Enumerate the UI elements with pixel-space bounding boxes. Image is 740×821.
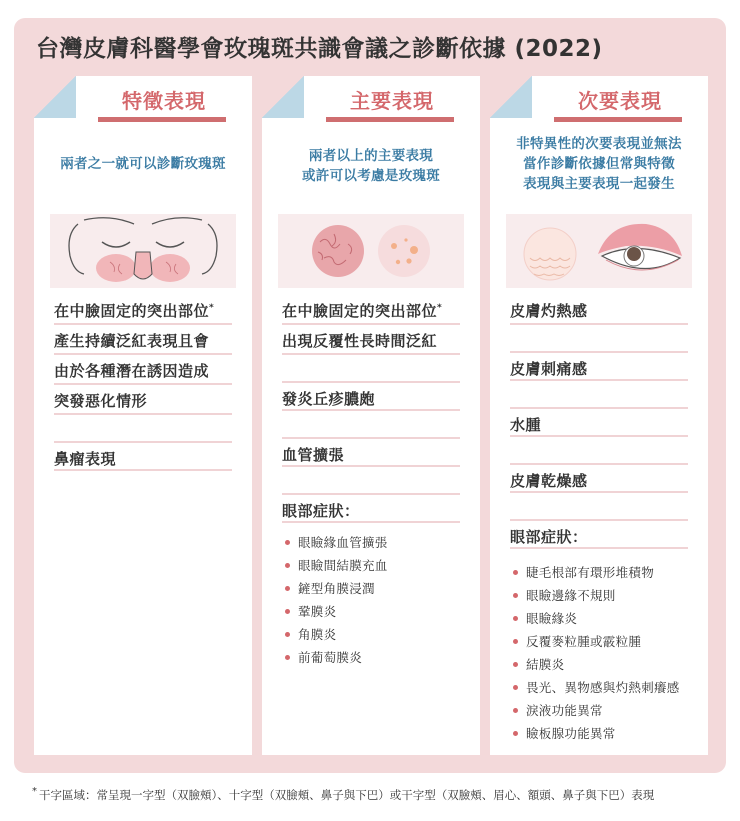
column-header <box>76 76 252 118</box>
list-item: 睫毛根部有環形堆積物 <box>510 561 698 584</box>
item-text: 在中臉固定的突出部位 <box>282 302 438 320</box>
major-items <box>282 295 460 523</box>
page-title: 台灣皮膚科醫學會玫瑰斑共識會議之診斷依據 (2022) <box>36 36 603 62</box>
list-item: 畏光、異物感與灼熱刺癢感 <box>510 676 698 699</box>
item-row <box>282 295 460 325</box>
list-item: 眼瞼緣炎 <box>510 607 698 630</box>
column-major <box>262 76 480 755</box>
folded-corner-decoration <box>490 76 532 118</box>
spacer <box>282 467 460 493</box>
subtitle-line: 表現與主要表現一起發生 <box>523 176 675 192</box>
spacer <box>510 437 688 463</box>
minor-items <box>510 295 688 549</box>
item-row: 眼部症狀： <box>510 519 688 549</box>
column-minor <box>490 76 708 755</box>
spacer <box>282 411 460 437</box>
subtitle-line: 當作診斷依據但常與特徵 <box>523 156 675 172</box>
list-item: 角膜炎 <box>282 623 470 646</box>
folded-corner-decoration <box>34 76 76 118</box>
item-row: 產生持續泛紅表現且會 <box>54 325 232 355</box>
item-row: 皮膚灼熱感 <box>510 295 688 325</box>
item-text: 在中臉固定的突出部位 <box>54 302 210 320</box>
item-row: 水腫 <box>510 407 688 437</box>
footnote-mark: * <box>209 303 215 313</box>
column-header-label: 特徵表現 <box>122 89 206 113</box>
list-item: 淚液功能異常 <box>510 699 698 722</box>
face-with-redness-icon <box>50 214 236 288</box>
subtitle-line: 兩者之一就可以診斷玫瑰斑 <box>60 156 226 172</box>
list-item: 鞏膜炎 <box>282 600 470 623</box>
skin-vessels-and-pustules-icon <box>278 214 464 288</box>
list-item: 鏟型角膜浸潤 <box>282 577 470 600</box>
spacer <box>282 355 460 381</box>
spacer <box>510 325 688 351</box>
header-underline <box>554 117 682 122</box>
column-header <box>304 76 480 118</box>
list-item: 前葡萄膜炎 <box>282 646 470 669</box>
list-item: 眼瞼間結膜充血 <box>282 554 470 577</box>
dry-skin-and-swollen-eye-icon <box>506 214 692 288</box>
item-row: 發炎丘疹膿皰 <box>282 381 460 411</box>
subtitle-line: 非特異性的次要表現並無法 <box>516 136 682 152</box>
column-characteristic <box>34 76 252 755</box>
footnote-mark: * <box>437 303 443 313</box>
column-header <box>532 76 708 118</box>
subtitle-line: 或許可以考慮是玫瑰斑 <box>302 168 440 184</box>
item-row: 血管擴張 <box>282 437 460 467</box>
column-subtitle <box>490 134 708 194</box>
item-row <box>54 295 232 325</box>
header-underline <box>98 117 226 122</box>
spacer <box>54 415 232 441</box>
column-header-label: 主要表現 <box>350 89 434 113</box>
footnote <box>32 787 654 803</box>
item-row: 由於各種潛在誘因造成 <box>54 355 232 385</box>
list-item: 眼瞼邊緣不規則 <box>510 584 698 607</box>
item-row: 皮膚刺痛感 <box>510 351 688 381</box>
item-row: 出現反覆性長時間泛紅 <box>282 325 460 355</box>
column-header-label: 次要表現 <box>578 89 662 113</box>
item-row: 突發惡化情形 <box>54 385 232 415</box>
subtitle-line: 兩者以上的主要表現 <box>308 148 434 164</box>
list-item: 眼瞼緣血管擴張 <box>282 531 470 554</box>
footnote-mark: * <box>32 786 37 797</box>
list-item: 瞼板腺功能異常 <box>510 722 698 745</box>
spacer <box>510 381 688 407</box>
list-item: 反覆麥粒腫或霰粒腫 <box>510 630 698 653</box>
characteristic-items <box>54 295 232 471</box>
item-row: 鼻瘤表現 <box>54 441 232 471</box>
header-underline <box>326 117 454 122</box>
column-subtitle <box>262 146 480 186</box>
footnote-text: 干字區域：常呈現一字型（双臉頰）、十字型（双臉頰、鼻子與下巴）或干字型（双臉頰、眉心、額頭、鼻子與下巴）表現 <box>39 788 655 802</box>
eye-symptom-list <box>282 531 470 669</box>
folded-corner-decoration <box>262 76 304 118</box>
eye-symptom-list <box>510 561 698 745</box>
list-item: 結膜炎 <box>510 653 698 676</box>
column-subtitle <box>34 154 252 174</box>
item-row: 眼部症狀： <box>282 493 460 523</box>
item-row: 皮膚乾燥感 <box>510 463 688 493</box>
spacer <box>510 493 688 519</box>
